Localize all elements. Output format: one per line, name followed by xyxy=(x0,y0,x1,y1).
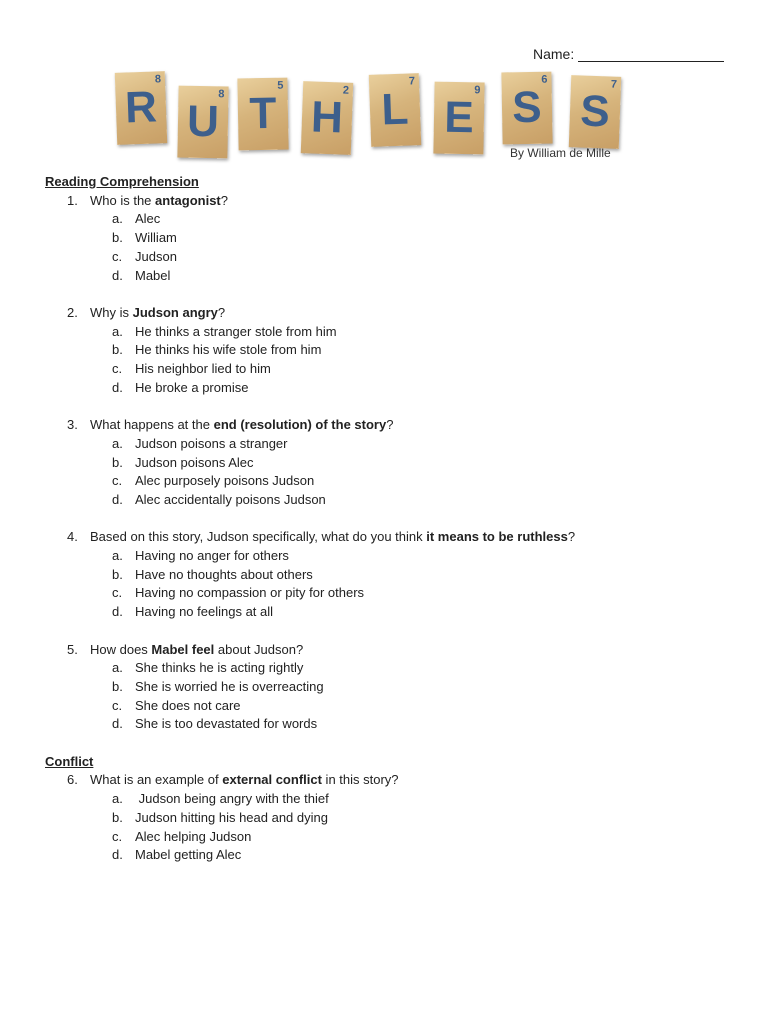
answer-option[interactable] xyxy=(45,697,745,716)
title-logo xyxy=(112,66,634,174)
title-tile xyxy=(433,82,484,155)
worksheet-content xyxy=(45,173,745,865)
question-text: about Judson? xyxy=(214,641,304,657)
answer-option[interactable] xyxy=(45,323,745,342)
option-letter: d. xyxy=(112,716,123,732)
question-keyword: Judson angry xyxy=(132,304,218,320)
spacer xyxy=(45,622,745,641)
name-blank-line[interactable] xyxy=(578,47,724,62)
tile-number: 8 xyxy=(218,88,225,101)
question-text: ? xyxy=(220,192,228,208)
option-letter: c. xyxy=(112,697,123,713)
option-letter: a. xyxy=(112,323,123,339)
answer-option[interactable] xyxy=(45,828,745,847)
spacer xyxy=(45,510,745,529)
section-title: Conflict xyxy=(45,753,94,769)
tile-letter: S xyxy=(511,82,543,133)
option-letter: b. xyxy=(112,342,123,358)
title-tile xyxy=(369,73,421,147)
option-letter: c. xyxy=(112,248,123,264)
option-text: She does not care xyxy=(135,697,241,713)
option-text: She is too devastated for words xyxy=(135,716,318,732)
option-text: Judson poisons Alec xyxy=(135,454,254,470)
answer-option[interactable] xyxy=(45,603,745,622)
option-letter: b. xyxy=(112,230,123,246)
tile-letter: U xyxy=(186,96,220,147)
question-keyword: end (resolution) of the story xyxy=(213,417,387,433)
question-number: 6. xyxy=(67,772,78,788)
option-text: Mabel getting Alec xyxy=(135,847,242,863)
tile-number: 6 xyxy=(541,73,548,86)
tile-number: 2 xyxy=(342,84,350,97)
answer-option[interactable] xyxy=(45,454,745,473)
option-text: Alec helping Judson xyxy=(135,828,252,844)
option-text: His neighbor lied to him xyxy=(135,361,271,377)
option-text: Judson poisons a stranger xyxy=(135,435,288,451)
option-letter: a. xyxy=(112,791,123,807)
question-number: 3. xyxy=(67,417,78,433)
option-letter: a. xyxy=(112,660,123,676)
question-text: What is an example of xyxy=(90,772,223,788)
option-text: Alec purposely poisons Judson xyxy=(135,473,315,489)
answer-option[interactable] xyxy=(45,846,745,865)
answer-option[interactable] xyxy=(45,491,745,510)
option-letter: c. xyxy=(112,585,123,601)
question-text: ? xyxy=(386,417,394,433)
option-text: He broke a promise xyxy=(135,379,249,395)
answer-option[interactable] xyxy=(45,379,745,398)
tile-letter: L xyxy=(380,84,410,135)
tile-letter: E xyxy=(443,92,475,143)
option-text: Having no anger for others xyxy=(135,548,289,564)
option-text: She is worried he is overreacting xyxy=(135,678,324,694)
option-letter: d. xyxy=(112,267,123,283)
title-tile xyxy=(177,86,228,159)
option-text: He thinks his wife stole from him xyxy=(135,342,322,358)
tile-number: 8 xyxy=(154,73,162,86)
option-text: Judson hitting his head and dying xyxy=(135,809,328,825)
title-tile xyxy=(115,71,167,145)
option-letter: b. xyxy=(112,809,123,825)
spacer xyxy=(45,397,745,416)
answer-option[interactable] xyxy=(45,790,745,809)
question xyxy=(45,528,745,547)
tile-number: 7 xyxy=(408,75,416,88)
option-letter: d. xyxy=(112,604,123,620)
question xyxy=(45,641,745,660)
name-field xyxy=(533,46,724,62)
answer-option[interactable] xyxy=(45,360,745,379)
byline: By William de Mille xyxy=(510,146,611,160)
tile-number: 5 xyxy=(277,79,284,92)
option-letter: c. xyxy=(112,361,123,377)
question-text: in this story? xyxy=(321,772,399,788)
answer-option[interactable] xyxy=(45,472,745,491)
question-number: 2. xyxy=(67,304,78,320)
question-number: 1. xyxy=(67,192,78,208)
option-text: She thinks he is acting rightly xyxy=(135,660,304,676)
option-text: Judson being angry with the thief xyxy=(135,791,329,807)
option-letter: b. xyxy=(112,678,123,694)
question-text: ? xyxy=(217,304,226,320)
answer-option[interactable] xyxy=(45,659,745,678)
question xyxy=(45,771,745,790)
answer-option[interactable] xyxy=(45,547,745,566)
option-text: Having no compassion or pity for others xyxy=(135,585,365,601)
question-number: 5. xyxy=(67,641,78,657)
option-letter: b. xyxy=(112,454,123,470)
option-letter: c. xyxy=(112,473,123,489)
question-text: Who is the xyxy=(90,192,156,208)
question-text: Why is xyxy=(90,304,133,320)
tile-number: 7 xyxy=(610,78,618,91)
option-text: Alec accidentally poisons Judson xyxy=(135,491,326,507)
option-text: He thinks a stranger stole from him xyxy=(135,323,337,339)
answer-option[interactable] xyxy=(45,435,745,454)
option-letter: c. xyxy=(112,828,123,844)
answer-option[interactable] xyxy=(45,267,745,286)
spacer xyxy=(45,285,745,304)
answer-option[interactable] xyxy=(45,678,745,697)
option-text: William xyxy=(135,230,177,246)
title-tile xyxy=(237,78,288,151)
tile-letter: H xyxy=(310,92,344,143)
question xyxy=(45,192,745,211)
answer-option[interactable] xyxy=(45,715,745,734)
option-text: Mabel xyxy=(135,267,171,283)
tile-letter: S xyxy=(579,86,611,137)
option-text: Judson xyxy=(135,248,177,264)
question-text: What happens at the xyxy=(90,417,214,433)
answer-option[interactable] xyxy=(45,210,745,229)
question-text: ? xyxy=(567,529,576,545)
title-tile xyxy=(569,75,621,149)
tile-number: 9 xyxy=(474,84,481,97)
answer-option[interactable] xyxy=(45,229,745,248)
answer-option[interactable] xyxy=(45,809,745,828)
option-letter: a. xyxy=(112,435,123,451)
question-keyword: antagonist xyxy=(155,192,221,208)
question xyxy=(45,304,745,323)
title-tile xyxy=(301,81,353,155)
name-label: Name: xyxy=(533,46,575,62)
title-tile xyxy=(501,72,552,145)
question-keyword: external conflict xyxy=(222,772,322,788)
option-text: Having no feelings at all xyxy=(135,604,274,620)
option-letter: b. xyxy=(112,566,123,582)
answer-option[interactable] xyxy=(45,248,745,267)
answer-option[interactable] xyxy=(45,584,745,603)
option-letter: a. xyxy=(112,211,123,227)
option-text: Have no thoughts about others xyxy=(135,566,313,582)
tile-letter: R xyxy=(124,82,158,133)
question-number: 4. xyxy=(67,529,78,545)
question-keyword: Mabel feel xyxy=(151,641,215,657)
answer-option[interactable] xyxy=(45,341,745,360)
option-letter: d. xyxy=(112,847,123,863)
spacer xyxy=(45,734,745,753)
question-text: Based on this story, Judson specifically, what do you think xyxy=(90,529,427,545)
option-letter: a. xyxy=(112,548,123,564)
question xyxy=(45,416,745,435)
question-keyword: it means to be ruthless xyxy=(426,529,568,545)
section-title: Reading Comprehension xyxy=(45,174,199,189)
tile-letter: T xyxy=(249,88,277,139)
option-letter: d. xyxy=(112,379,123,395)
answer-option[interactable] xyxy=(45,566,745,585)
option-letter: d. xyxy=(112,491,123,507)
option-text: Alec xyxy=(135,211,161,227)
question-text: How does xyxy=(90,641,152,657)
